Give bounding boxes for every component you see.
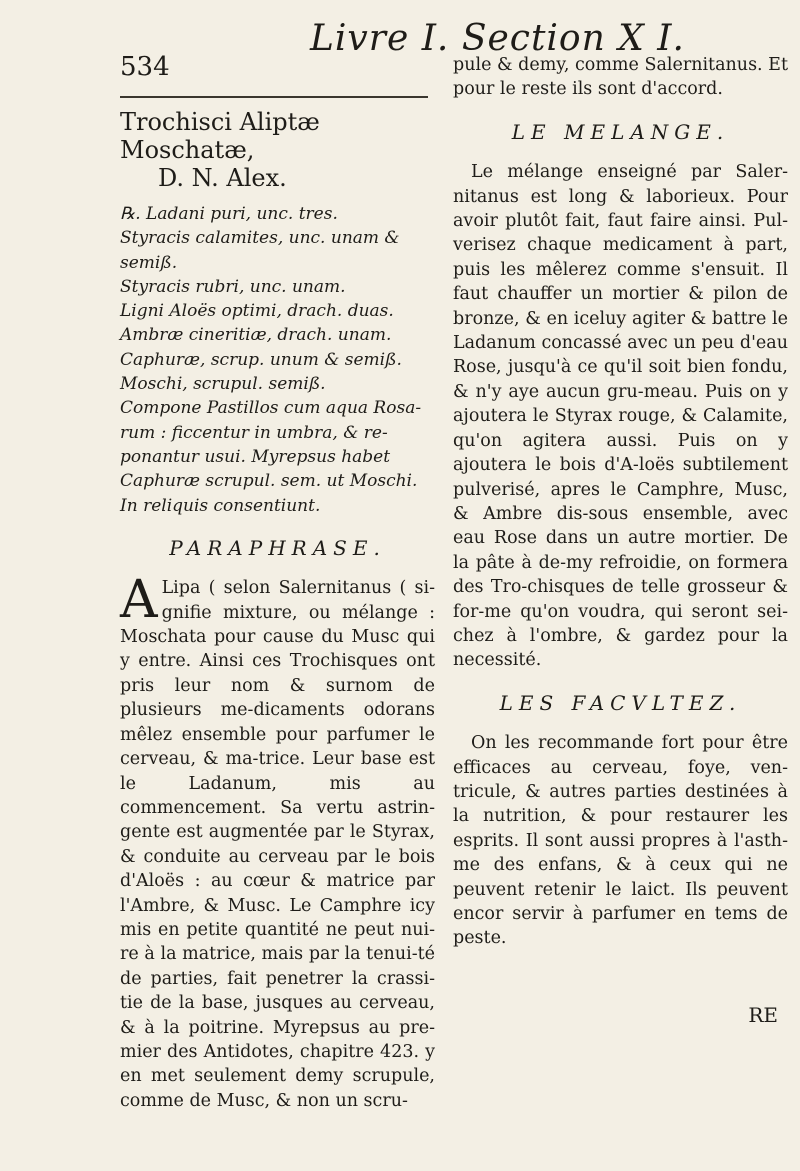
recipe-line: Caphuræ scrupul. sem. ut Moschi. bbox=[120, 471, 418, 492]
melange-text: Le mélange enseigné par Saler-nitanus est long & laborieux. Pour avoir plutôt fait, faut faire ainsi. Pul-verisez chaque medicament à part, puis les mêlerez comme s'ensuit. Il faut chauffer un mortier & pilon de bronze, & en iceluy agiter & battre le Ladanum concassé avec un peu d'eau Rose, jusqu'à ce qu'il soit bien fondu, & n'y aye aucun gru-meau. Puis on y ajoutera le Styrax rouge, & Calamite, qu'on agitera aussi. Puis on y ajoutera le bois d'A-loës subtilement pulverisé, apres le Camphre, Musc, & Ambre dis-sous ensemble, avec eau Rose dans un autre mortier. De la pâte à de-my refroidie, on formera des Tro-chisques de telle grosseur & for-me qu'on voudra, qui seront sei-chez à l'ombre, & gardez pour la necessité. bbox=[453, 162, 788, 671]
recipe-line: rum : ficcentur in umbra, & re- bbox=[120, 422, 388, 443]
recipe-line: Compone Pastillos cum aqua Rosa- bbox=[120, 398, 422, 419]
recipe-line: Ambræ cineritiæ, drach. unam. bbox=[120, 325, 392, 346]
recipe-block bbox=[120, 202, 435, 518]
melange-title: LE MELANGE. bbox=[511, 119, 730, 144]
recipe-line: semiß. bbox=[120, 252, 178, 273]
recipe-line: Moschi, scrupul. semiß. bbox=[120, 374, 326, 395]
running-title: Livre I. Section X I. bbox=[310, 18, 685, 59]
recipe-author: D. N. Alex. bbox=[158, 164, 287, 192]
facultez-title: LES FACVLTEZ. bbox=[499, 690, 742, 715]
right-column bbox=[453, 53, 788, 1027]
left-column bbox=[120, 108, 435, 1113]
recipe-line: ℞. Ladani puri, unc. tres. bbox=[120, 204, 338, 224]
recipe-line: Caphuræ, scrup. unum & semiß. bbox=[120, 349, 402, 370]
recipe-line: Styracis calamites, unc. unam & bbox=[120, 228, 400, 249]
facultez-text: On les recommande fort pour être efficaces au cerveau, foye, ven-tricule, & autres parties destinées à la nutrition, & pour restaurer les esprits. Il sont aussi propres à l'asth-me des enfans, & à ceux qui ne peuvent retenir le laict. Ils peuvent encor servir à parfumer en tems de peste. bbox=[453, 733, 788, 949]
drop-cap: A bbox=[120, 570, 158, 631]
recipe-line: Styracis rubri, unc. unam. bbox=[120, 276, 346, 297]
recipe-heading: Trochisci Aliptæ Moschatæ, bbox=[120, 108, 320, 164]
page-number: 534 bbox=[120, 52, 170, 82]
paraphrase-title: PARAPHRASE. bbox=[169, 535, 386, 560]
continuation-text: pule & demy, comme Salernitanus. Et pour le reste ils sont d'accord. bbox=[453, 55, 788, 100]
recipe-line: In reliquis consentiunt. bbox=[120, 495, 321, 516]
recipe-line: Ligni Aloës optimi, drach. duas. bbox=[120, 301, 394, 322]
catchword: RE bbox=[748, 1002, 778, 1027]
header-rule bbox=[120, 96, 428, 98]
paraphrase-body: Lipa ( selon Salernitanus ( si-gnifie mixture, ou mélange : Moschata pour cause du Musc qui y entre. Ainsi ces Trochisques ont pris leur nom & surnom de plusieurs me-dicaments odorans mêlez ensemble pour parfumer le cerveau, & ma-trice. Leur base est le Ladanum, mis au commencement. Sa vertu astrin-gente est augmentée par le Styrax, & conduite au cerveau par le bois d'Aloës : au cœur & matrice par l'Ambre, & Musc. Le Camphre icy mis en petite quantité ne peut nui-re à la matrice, mais par la tenui-té de parties, fait penetrer la crassi-tie de la base, jusques au cerveau, & à la poitrine. Myrepsus au pre-mier des Antidotes, chapitre 423. y en met seulement demy scrupule, comme de Musc, & non un scru- bbox=[120, 578, 435, 1111]
recipe-line: ponantur usui. Myrepsus habet bbox=[120, 446, 391, 467]
paraphrase-text bbox=[120, 570, 435, 1113]
